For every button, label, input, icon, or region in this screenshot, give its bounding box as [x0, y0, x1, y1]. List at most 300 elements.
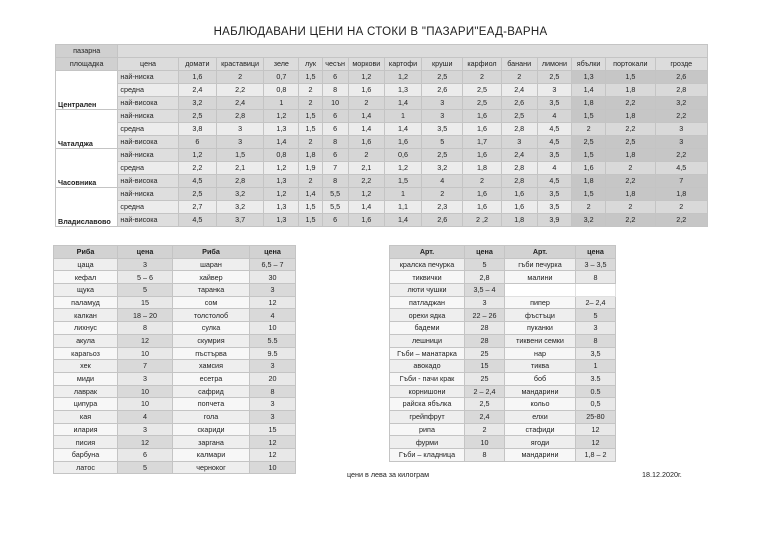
price-cell: 3,2: [655, 97, 708, 110]
price-cell: 1,2: [348, 188, 384, 201]
column-header: цена: [250, 246, 296, 259]
price-cell: 1,8: [572, 175, 606, 188]
product-header: круши: [422, 58, 463, 71]
price-cell: 0,8: [264, 84, 299, 97]
price-cell: 2: [606, 201, 655, 214]
item-name: щука: [54, 284, 118, 297]
product-header: лимони: [537, 58, 571, 71]
item-name: рипа: [390, 423, 465, 436]
price-cell: 1,8: [463, 162, 501, 175]
price-cell: 3,2: [572, 214, 606, 227]
price-cell: 1,3: [572, 71, 606, 84]
price-level-label: най-ниска: [118, 71, 178, 84]
table-row: [54, 385, 296, 398]
item-price: 28: [465, 322, 505, 335]
price-cell: 5: [422, 136, 463, 149]
price-cell: 5,5: [322, 201, 348, 214]
item-name: писия: [54, 436, 118, 449]
item-price: 8: [576, 334, 616, 347]
table-row: [54, 410, 296, 423]
table-row: [390, 449, 616, 462]
item-price: 5: [576, 309, 616, 322]
price-cell: 1,5: [572, 188, 606, 201]
price-cell: 1,6: [178, 71, 216, 84]
price-cell: 2,6: [501, 97, 537, 110]
price-cell: 2,3: [422, 201, 463, 214]
price-cell: 0,8: [264, 149, 299, 162]
item-price: 2,8: [465, 271, 505, 284]
price-cell: 2,8: [501, 123, 537, 136]
price-cell: 2,6: [655, 71, 708, 84]
price-cell: 1,6: [348, 136, 384, 149]
price-cell: 1,5: [606, 71, 655, 84]
item-price: 5: [465, 258, 505, 271]
item-price: 10: [118, 398, 173, 411]
price-cell: 4,5: [178, 214, 216, 227]
item-name: тиквени семки: [505, 334, 576, 347]
product-header: краставици: [216, 58, 263, 71]
item-price: 3.5: [576, 372, 616, 385]
price-cell: 2: [572, 123, 606, 136]
price-cell: 3: [501, 136, 537, 149]
price-cell: 3: [422, 110, 463, 123]
price-cell: 3,5: [537, 149, 571, 162]
price-cell: 3: [422, 97, 463, 110]
price-cell: 3,2: [216, 188, 263, 201]
item-name: кая: [54, 410, 118, 423]
table-row: [56, 214, 708, 227]
item-price: 6: [118, 449, 173, 462]
price-cell: 2,1: [216, 162, 263, 175]
price-cell: 3,7: [216, 214, 263, 227]
price-cell: 2,2: [348, 175, 384, 188]
price-cell: 2: [463, 71, 501, 84]
price-cell: 1,5: [299, 123, 322, 136]
item-price: 7: [118, 360, 173, 373]
price-cell: 1,6: [348, 84, 384, 97]
item-price: 2– 2,4: [576, 296, 616, 309]
price-cell: 2,4: [216, 97, 263, 110]
price-cell: 1,8: [606, 149, 655, 162]
price-cell: 3,8: [178, 123, 216, 136]
item-name: Гъби – манатарка: [390, 347, 465, 360]
price-cell: 1,6: [501, 188, 537, 201]
price-cell: 1,2: [348, 71, 384, 84]
table-row: [56, 149, 708, 162]
price-cell: 4: [537, 110, 571, 123]
price-cell: 2: [422, 188, 463, 201]
table-row: [56, 175, 708, 188]
price-cell: 1,8: [606, 84, 655, 97]
price-cell: 1,8: [299, 149, 322, 162]
price-cell: 1,5: [572, 149, 606, 162]
price-cell: 1,5: [216, 149, 263, 162]
price-cell: 1,4: [348, 201, 384, 214]
price-cell: 1,2: [264, 162, 299, 175]
item-price: 15: [250, 423, 296, 436]
item-name: лаврак: [54, 385, 118, 398]
item-name: [505, 284, 576, 297]
item-name: авокадо: [390, 360, 465, 373]
price-cell: 1,4: [348, 123, 384, 136]
price-cell: 1,3: [264, 214, 299, 227]
item-price: 9.5: [250, 347, 296, 360]
item-price: 12: [118, 436, 173, 449]
price-cell: 2 ,2: [463, 214, 501, 227]
price-cell: 2,8: [501, 175, 537, 188]
price-cell: 1,7: [463, 136, 501, 149]
price-cell: 1,3: [384, 84, 421, 97]
header-cell-level: цена: [118, 58, 178, 71]
item-name: гъби печурка: [505, 258, 576, 271]
price-cell: 2: [501, 71, 537, 84]
table-row: [56, 110, 708, 123]
price-cell: 1,3: [264, 123, 299, 136]
header-row: [54, 246, 296, 259]
item-name: попчета: [173, 398, 250, 411]
item-price: 12: [250, 436, 296, 449]
item-price: [576, 284, 616, 297]
table-row: [54, 372, 296, 385]
price-cell: 3,5: [537, 188, 571, 201]
table-row: [390, 284, 616, 297]
price-cell: 1,8: [501, 214, 537, 227]
price-cell: 6: [322, 110, 348, 123]
item-price: 3: [118, 372, 173, 385]
table-row: [56, 84, 708, 97]
price-cell: 2,4: [501, 84, 537, 97]
price-cell: 10: [322, 97, 348, 110]
item-price: 3: [250, 284, 296, 297]
item-name: кефал: [54, 271, 118, 284]
table-row: [390, 372, 616, 385]
item-name: скариди: [173, 423, 250, 436]
item-name: черноког: [173, 461, 250, 474]
price-cell: 2,4: [501, 149, 537, 162]
product-header: домати: [178, 58, 216, 71]
price-level-label: средна: [118, 201, 178, 214]
item-price: 3: [465, 296, 505, 309]
price-cell: 2,8: [216, 110, 263, 123]
price-cell: 6: [178, 136, 216, 149]
price-cell: 1,6: [348, 214, 384, 227]
price-cell: 0,7: [264, 71, 299, 84]
item-name: калкан: [54, 309, 118, 322]
table-row: [54, 436, 296, 449]
table-row: [54, 258, 296, 271]
price-cell: 2,2: [606, 123, 655, 136]
item-price: 5.5: [250, 334, 296, 347]
price-cell: 1,2: [264, 188, 299, 201]
item-price: 10: [250, 461, 296, 474]
item-name: ципура: [54, 398, 118, 411]
table-row: [56, 123, 708, 136]
price-cell: 1,1: [384, 201, 421, 214]
table-row: [54, 309, 296, 322]
item-price: 25-80: [576, 410, 616, 423]
header-row-products: [56, 58, 708, 71]
price-cell: 1,4: [299, 188, 322, 201]
price-cell: 1,9: [299, 162, 322, 175]
item-name: пипер: [505, 296, 576, 309]
price-cell: 1: [264, 97, 299, 110]
price-cell: 1,4: [348, 110, 384, 123]
item-name: орехи ядка: [390, 309, 465, 322]
item-name: толстолоб: [173, 309, 250, 322]
item-price: 25: [465, 372, 505, 385]
price-cell: 2: [216, 71, 263, 84]
price-cell: 2,5: [606, 136, 655, 149]
price-cell: 1,4: [264, 136, 299, 149]
item-name: люти чушки: [390, 284, 465, 297]
item-name: тиква: [505, 360, 576, 373]
price-cell: 2,5: [463, 97, 501, 110]
item-name: лешници: [390, 334, 465, 347]
item-name: ягоди: [505, 436, 576, 449]
item-price: 0.5: [576, 385, 616, 398]
price-cell: 1,6: [572, 162, 606, 175]
price-cell: 3: [216, 136, 263, 149]
price-cell: 1,5: [299, 214, 322, 227]
price-cell: 1,5: [299, 71, 322, 84]
item-name: гола: [173, 410, 250, 423]
item-name: таранка: [173, 284, 250, 297]
item-price: 12: [576, 436, 616, 449]
item-name: мандарини: [505, 385, 576, 398]
price-level-label: средна: [118, 123, 178, 136]
item-price: 3 – 3,5: [576, 258, 616, 271]
table-row: [56, 71, 708, 84]
product-header: ябълки: [572, 58, 606, 71]
item-name: корнишони: [390, 385, 465, 398]
price-level-label: средна: [118, 84, 178, 97]
table-row: [390, 423, 616, 436]
table-row: [54, 271, 296, 284]
market-price-table: [55, 44, 708, 227]
market-name: Централен: [56, 71, 118, 110]
price-cell: 2,5: [178, 110, 216, 123]
table-row: [390, 309, 616, 322]
item-price: 6,5 – 7: [250, 258, 296, 271]
table-row: [390, 334, 616, 347]
item-price: 4: [250, 309, 296, 322]
price-cell: 2: [655, 201, 708, 214]
item-name: латос: [54, 461, 118, 474]
price-cell: 7: [655, 175, 708, 188]
price-cell: 6: [322, 214, 348, 227]
price-cell: 2,7: [178, 201, 216, 214]
price-cell: 3: [537, 84, 571, 97]
price-cell: 1,5: [384, 175, 421, 188]
price-cell: 7: [322, 162, 348, 175]
price-level-label: най-висока: [118, 214, 178, 227]
table-row: [390, 385, 616, 398]
price-cell: 4,5: [178, 175, 216, 188]
price-cell: 1,6: [463, 201, 501, 214]
price-cell: 2: [606, 162, 655, 175]
price-cell: 1,6: [463, 110, 501, 123]
price-cell: 1,6: [501, 201, 537, 214]
table-row: [390, 322, 616, 335]
price-level-label: най-ниска: [118, 110, 178, 123]
item-price: 5 – 6: [118, 271, 173, 284]
item-name: фурми: [390, 436, 465, 449]
price-cell: 3,5: [537, 201, 571, 214]
fish-price-table: [53, 245, 296, 474]
price-level-label: най-ниска: [118, 188, 178, 201]
item-price: 2 – 2,4: [465, 385, 505, 398]
item-price: 3: [118, 258, 173, 271]
item-name: скумрия: [173, 334, 250, 347]
item-price: 2: [465, 423, 505, 436]
price-cell: 2,8: [501, 162, 537, 175]
item-price: 2,4: [465, 410, 505, 423]
column-header: цена: [465, 246, 505, 259]
item-name: Гъби - пачи крак: [390, 372, 465, 385]
item-name: райска ябълка: [390, 398, 465, 411]
item-name: акула: [54, 334, 118, 347]
price-cell: 3: [216, 123, 263, 136]
product-header: карфиол: [463, 58, 501, 71]
price-cell: 2,5: [463, 84, 501, 97]
price-cell: 2,2: [655, 149, 708, 162]
item-price: 2,5: [465, 398, 505, 411]
price-cell: 2,5: [572, 136, 606, 149]
header-row-top: [56, 45, 708, 58]
item-price: 10: [118, 385, 173, 398]
item-name: боб: [505, 372, 576, 385]
price-cell: 8: [322, 175, 348, 188]
price-cell: 1,3: [264, 175, 299, 188]
table-row: [390, 360, 616, 373]
item-price: 10: [118, 347, 173, 360]
price-cell: 2,5: [178, 188, 216, 201]
price-cell: 6: [322, 71, 348, 84]
price-cell: 2,2: [606, 175, 655, 188]
product-header: моркови: [348, 58, 384, 71]
price-cell: 3: [655, 123, 708, 136]
price-cell: 1,2: [178, 149, 216, 162]
market-name: Чаталджа: [56, 110, 118, 149]
price-cell: 1,4: [384, 123, 421, 136]
item-name: нар: [505, 347, 576, 360]
header-row: [390, 246, 616, 259]
price-cell: 1,2: [384, 71, 421, 84]
item-name: малини: [505, 271, 576, 284]
table-row: [390, 296, 616, 309]
item-name: илария: [54, 423, 118, 436]
product-header: лук: [299, 58, 322, 71]
table-row: [56, 162, 708, 175]
item-price: 3: [250, 410, 296, 423]
item-name: пъстърва: [173, 347, 250, 360]
price-cell: 2: [348, 97, 384, 110]
price-cell: 1,2: [384, 162, 421, 175]
column-header: Риба: [173, 246, 250, 259]
price-cell: 1,8: [606, 110, 655, 123]
table-row: [56, 97, 708, 110]
table-row: [54, 461, 296, 474]
table-row: [54, 284, 296, 297]
item-price: 1,8 – 2: [576, 449, 616, 462]
price-cell: 2,1: [348, 162, 384, 175]
table-row: [54, 296, 296, 309]
item-name: паламуд: [54, 296, 118, 309]
item-name: Гъби – кладница: [390, 449, 465, 462]
item-price: 3: [118, 423, 173, 436]
table-row: [390, 271, 616, 284]
product-header: портокали: [606, 58, 655, 71]
price-cell: 4,5: [537, 136, 571, 149]
price-cell: 1,8: [606, 188, 655, 201]
item-name: хамсия: [173, 360, 250, 373]
price-cell: 2,5: [422, 71, 463, 84]
price-cell: 2,8: [655, 84, 708, 97]
price-cell: 2: [348, 149, 384, 162]
column-header: Риба: [54, 246, 118, 259]
item-name: есетра: [173, 372, 250, 385]
item-name: заргана: [173, 436, 250, 449]
item-name: сом: [173, 296, 250, 309]
item-price: 20: [250, 372, 296, 385]
price-cell: 2,5: [537, 71, 571, 84]
item-name: хайвер: [173, 271, 250, 284]
item-name: карагьоз: [54, 347, 118, 360]
price-cell: 4,5: [655, 162, 708, 175]
item-price: 0,5: [576, 398, 616, 411]
table-row: [390, 410, 616, 423]
price-cell: 3: [655, 136, 708, 149]
price-cell: 6: [322, 149, 348, 162]
item-name: фъстъци: [505, 309, 576, 322]
item-name: цаца: [54, 258, 118, 271]
price-cell: 3,2: [216, 201, 263, 214]
price-cell: 3,2: [422, 162, 463, 175]
table-row: [54, 449, 296, 462]
table-row: [390, 347, 616, 360]
report-date: 18.12.2020г.: [642, 470, 682, 479]
table-row: [56, 188, 708, 201]
produce-price-table: [389, 245, 616, 462]
price-cell: 1,8: [572, 97, 606, 110]
price-cell: 2,2: [655, 214, 708, 227]
item-price: 12: [250, 296, 296, 309]
column-header: Арт.: [390, 246, 465, 259]
price-cell: 8: [322, 136, 348, 149]
price-cell: 6: [322, 123, 348, 136]
price-cell: 2,2: [216, 84, 263, 97]
price-level-label: средна: [118, 162, 178, 175]
page-title: НАБЛЮДАВАНИ ЦЕНИ НА СТОКИ В "ПАЗАРИ"ЕАД-ВАРНА: [213, 26, 548, 38]
price-cell: 1,4: [384, 97, 421, 110]
price-cell: 2: [299, 136, 322, 149]
price-cell: 2,2: [178, 162, 216, 175]
price-cell: 2,6: [422, 214, 463, 227]
market-name: Часовника: [56, 149, 118, 188]
price-cell: 3,9: [537, 214, 571, 227]
price-cell: 1,6: [463, 188, 501, 201]
item-name: кралска печурка: [390, 258, 465, 271]
price-cell: 1,3: [264, 201, 299, 214]
price-cell: 2,5: [422, 149, 463, 162]
item-price: 25: [465, 347, 505, 360]
price-cell: 2: [463, 175, 501, 188]
item-name: лихнус: [54, 322, 118, 335]
price-cell: 1,8: [655, 188, 708, 201]
item-price: 12: [576, 423, 616, 436]
price-cell: 1,6: [463, 149, 501, 162]
price-cell: 2,5: [501, 110, 537, 123]
